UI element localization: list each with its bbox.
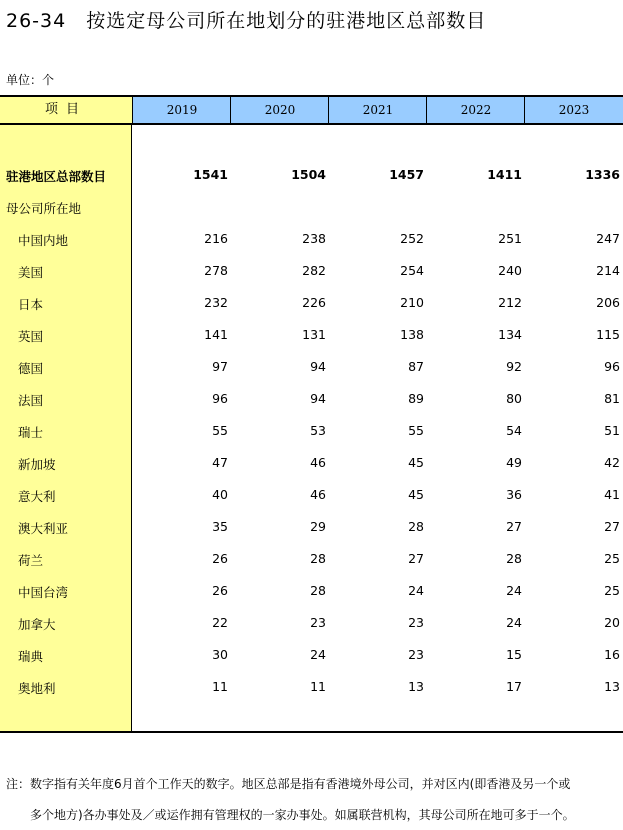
year-header: 2022 (426, 97, 525, 123)
value-cell: 206 (596, 295, 620, 310)
value-cell: 26 (212, 551, 228, 566)
value-cell: 226 (302, 295, 326, 310)
value-cell: 252 (400, 231, 424, 246)
value-cell: 20 (604, 615, 620, 630)
value-cell: 131 (302, 327, 326, 342)
value-cell: 25 (604, 551, 620, 566)
total-row (0, 167, 623, 187)
value-cell: 23 (408, 647, 424, 662)
row-label: 驻港地区总部数目 (6, 169, 107, 184)
value-cell: 97 (212, 359, 228, 374)
row-label: 美国 (18, 265, 44, 280)
value-cell: 254 (400, 263, 424, 278)
value-cell: 24 (310, 647, 326, 662)
table-row (0, 231, 623, 251)
row-label: 英国 (18, 329, 44, 344)
year-header: 2019 (132, 97, 231, 123)
year-header: 2023 (524, 97, 623, 123)
value-cell: 232 (204, 295, 228, 310)
row-label: 法国 (18, 393, 44, 408)
value-cell: 216 (204, 231, 228, 246)
section-row (0, 199, 623, 219)
value-cell: 13 (408, 679, 424, 694)
value-cell: 46 (310, 487, 326, 502)
value-cell: 94 (310, 391, 326, 406)
table-row (0, 295, 623, 315)
table-bottom-rule (0, 731, 623, 733)
value-cell: 134 (498, 327, 522, 342)
value-cell: 81 (604, 391, 620, 406)
table-row (0, 583, 623, 603)
unit-label: 单位：个 (6, 73, 55, 87)
value-cell: 24 (506, 583, 522, 598)
table-row (0, 327, 623, 347)
footnote-line-2: 多个地方)各办事处及／或运作拥有管理权的一家办事处。如属联营机构，其母公司所在地可多于一个。 (30, 808, 575, 822)
value-cell: 238 (302, 231, 326, 246)
row-label: 日本 (18, 297, 44, 312)
value-cell: 282 (302, 263, 326, 278)
table-row (0, 519, 623, 539)
value-cell: 210 (400, 295, 424, 310)
row-label: 德国 (18, 361, 44, 376)
value-cell: 41 (604, 487, 620, 502)
value-cell: 11 (310, 679, 326, 694)
value-cell: 96 (212, 391, 228, 406)
value-cell: 27 (604, 519, 620, 534)
table-row (0, 423, 623, 443)
row-label: 中国内地 (18, 233, 69, 248)
value-cell: 251 (498, 231, 522, 246)
row-label: 中国台湾 (18, 585, 69, 600)
value-cell: 15 (506, 647, 522, 662)
row-label: 奥地利 (18, 681, 56, 696)
value-cell: 214 (596, 263, 620, 278)
row-label: 荷兰 (18, 553, 44, 568)
table-row (0, 263, 623, 283)
value-cell: 17 (506, 679, 522, 694)
value-cell: 1457 (389, 167, 424, 182)
value-cell: 29 (310, 519, 326, 534)
table-row (0, 615, 623, 635)
value-cell: 51 (604, 423, 620, 438)
table-row (0, 455, 623, 475)
year-header: 2021 (328, 97, 427, 123)
value-cell: 47 (212, 455, 228, 470)
value-cell: 13 (604, 679, 620, 694)
value-cell: 45 (408, 487, 424, 502)
value-cell: 26 (212, 583, 228, 598)
value-cell: 24 (408, 583, 424, 598)
table-row (0, 391, 623, 411)
table-header (0, 95, 623, 125)
value-cell: 24 (506, 615, 522, 630)
value-cell: 49 (506, 455, 522, 470)
row-label: 新加坡 (18, 457, 56, 472)
row-label: 瑞典 (18, 649, 44, 664)
table-row (0, 679, 623, 699)
value-cell: 247 (596, 231, 620, 246)
value-cell: 28 (408, 519, 424, 534)
value-cell: 46 (310, 455, 326, 470)
value-cell: 1411 (487, 167, 522, 182)
value-cell: 28 (310, 551, 326, 566)
value-cell: 138 (400, 327, 424, 342)
value-cell: 23 (310, 615, 326, 630)
table-row (0, 647, 623, 667)
value-cell: 212 (498, 295, 522, 310)
value-cell: 27 (408, 551, 424, 566)
row-label: 意大利 (18, 489, 56, 504)
value-cell: 1336 (585, 167, 620, 182)
value-cell: 45 (408, 455, 424, 470)
value-cell: 1541 (193, 167, 228, 182)
item-header: 项目 (0, 97, 133, 123)
value-cell: 54 (506, 423, 522, 438)
value-cell: 240 (498, 263, 522, 278)
value-cell: 94 (310, 359, 326, 374)
table-row (0, 359, 623, 379)
value-cell: 53 (310, 423, 326, 438)
value-cell: 36 (506, 487, 522, 502)
value-cell: 35 (212, 519, 228, 534)
value-cell: 25 (604, 583, 620, 598)
row-label: 母公司所在地 (6, 201, 82, 216)
value-cell: 141 (204, 327, 228, 342)
value-cell: 92 (506, 359, 522, 374)
year-header: 2020 (230, 97, 329, 123)
value-cell: 27 (506, 519, 522, 534)
value-cell: 42 (604, 455, 620, 470)
row-label: 澳大利亚 (18, 521, 69, 536)
value-cell: 87 (408, 359, 424, 374)
value-cell: 23 (408, 615, 424, 630)
value-cell: 278 (204, 263, 228, 278)
row-label: 加拿大 (18, 617, 56, 632)
footnote-line-1: 注：数字指有关年度6月首个工作天的数字。地区总部是指有香港境外母公司，并对区内(即香港及另一个或 (6, 777, 571, 791)
value-cell: 96 (604, 359, 620, 374)
value-cell: 28 (506, 551, 522, 566)
table-row (0, 487, 623, 507)
value-cell: 28 (310, 583, 326, 598)
value-cell: 16 (604, 647, 620, 662)
value-cell: 115 (596, 327, 620, 342)
value-cell: 89 (408, 391, 424, 406)
page-title: 26-34 按选定母公司所在地划分的驻港地区总部数目 (6, 10, 487, 32)
row-label: 瑞士 (18, 425, 44, 440)
value-cell: 80 (506, 391, 522, 406)
value-cell: 55 (408, 423, 424, 438)
table-row (0, 551, 623, 571)
value-cell: 40 (212, 487, 228, 502)
value-cell: 30 (212, 647, 228, 662)
value-cell: 55 (212, 423, 228, 438)
value-cell: 11 (212, 679, 228, 694)
value-cell: 1504 (291, 167, 326, 182)
value-cell: 22 (212, 615, 228, 630)
